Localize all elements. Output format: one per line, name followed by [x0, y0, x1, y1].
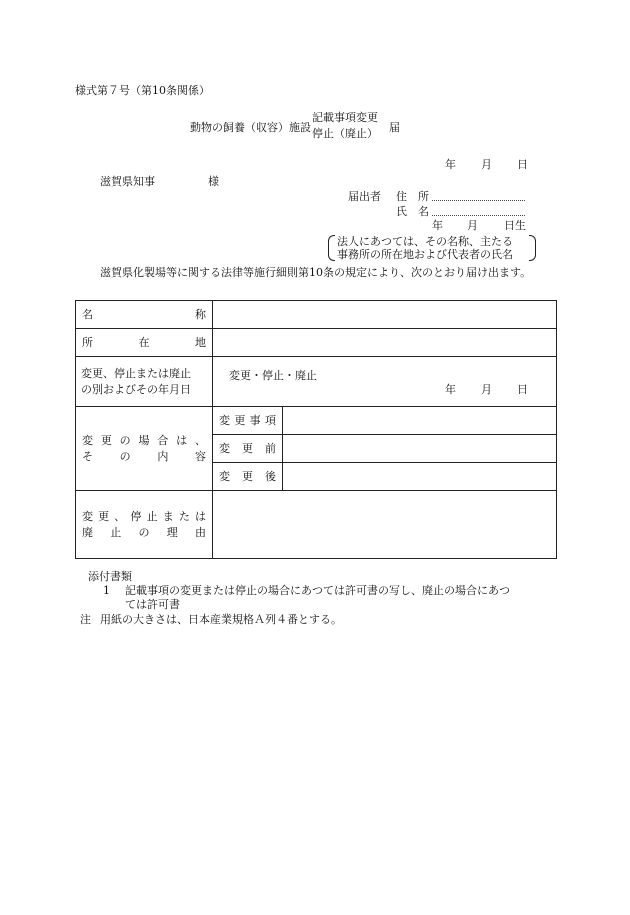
change-before-input[interactable] — [283, 435, 557, 463]
row-change-item — [76, 407, 557, 435]
row-reason — [76, 491, 557, 559]
left-bracket — [328, 235, 335, 261]
attachment-item-number: 1 — [103, 584, 110, 597]
name-input[interactable] — [213, 301, 557, 329]
address-label: 住 所 — [396, 190, 429, 203]
title-suffix: 届 — [389, 121, 400, 134]
attachments-heading: 添付書類 — [88, 570, 132, 583]
note-label: 注 — [80, 613, 91, 626]
submitter-label: 届出者 — [348, 190, 381, 203]
addressee-name: 滋賀県知事 — [100, 175, 155, 188]
name-field[interactable] — [432, 205, 525, 219]
change-after-input[interactable] — [283, 463, 557, 491]
addressee-honorific: 様 — [208, 175, 219, 188]
change-type-header: 変更、停止または廃止 の別およびその年月日 — [76, 357, 213, 407]
change-type-input[interactable] — [213, 357, 557, 407]
change-item-header: 変 更 事 項 — [213, 407, 283, 435]
corporate-note-line2: 事務所の所在地および代表者の氏名 — [337, 248, 513, 261]
change-year: 年 — [445, 383, 456, 396]
change-after-header: 変 更 後 — [213, 463, 283, 491]
right-bracket — [529, 235, 536, 261]
date-day: 日 — [517, 158, 528, 171]
row-change-type — [76, 357, 557, 407]
row-name — [76, 301, 557, 329]
change-day: 日 — [517, 383, 528, 396]
location-input[interactable] — [213, 329, 557, 357]
corporate-note-line1: 法人にあつては、その名称、主たる — [337, 235, 513, 248]
birth-day: 日生 — [504, 219, 526, 232]
change-before-header: 変 更 前 — [213, 435, 283, 463]
address-field[interactable] — [432, 190, 525, 204]
attachment-item-text-line1: 記載事項の変更または停止の場合にあつては許可書の写し、廃止の場合にあつ — [125, 584, 510, 597]
name-header: 名 称 — [76, 301, 213, 329]
reason-header: 変 更 、 停 止 ま た は 廃 止 の 理 由 — [76, 491, 213, 559]
row-location — [76, 329, 557, 357]
title-option-stop: 停止（廃止） — [312, 127, 378, 140]
attachment-item-text-line2: ては許可書 — [125, 598, 180, 611]
birth-month: 月 — [467, 219, 478, 232]
birth-year: 年 — [432, 219, 443, 232]
form-table — [75, 300, 557, 559]
change-month: 月 — [481, 383, 492, 396]
title-option-change: 記載事項変更 — [312, 111, 378, 124]
reason-input[interactable] — [213, 491, 557, 559]
intro-text: 滋賀県化製場等に関する法律等施行細則第10条の規定により、次のとおり届け出ます。 — [100, 266, 532, 279]
change-item-input[interactable] — [283, 407, 557, 435]
change-content-header: 変 更 の 場 合 は 、 そ の 内 容 — [76, 407, 213, 491]
name-label: 氏 名 — [396, 205, 429, 218]
change-type-options: 変更・停止・廃止 — [229, 369, 317, 382]
date-year: 年 — [445, 158, 456, 171]
title-prefix: 動物の飼養（収容）施設 — [190, 121, 311, 134]
note-text: 用紙の大きさは、日本産業規格Ａ列４番とする。 — [100, 613, 342, 626]
location-header: 所 在 地 — [76, 329, 213, 357]
date-month: 月 — [481, 158, 492, 171]
form-number: 様式第７号（第10条関係） — [75, 84, 210, 97]
